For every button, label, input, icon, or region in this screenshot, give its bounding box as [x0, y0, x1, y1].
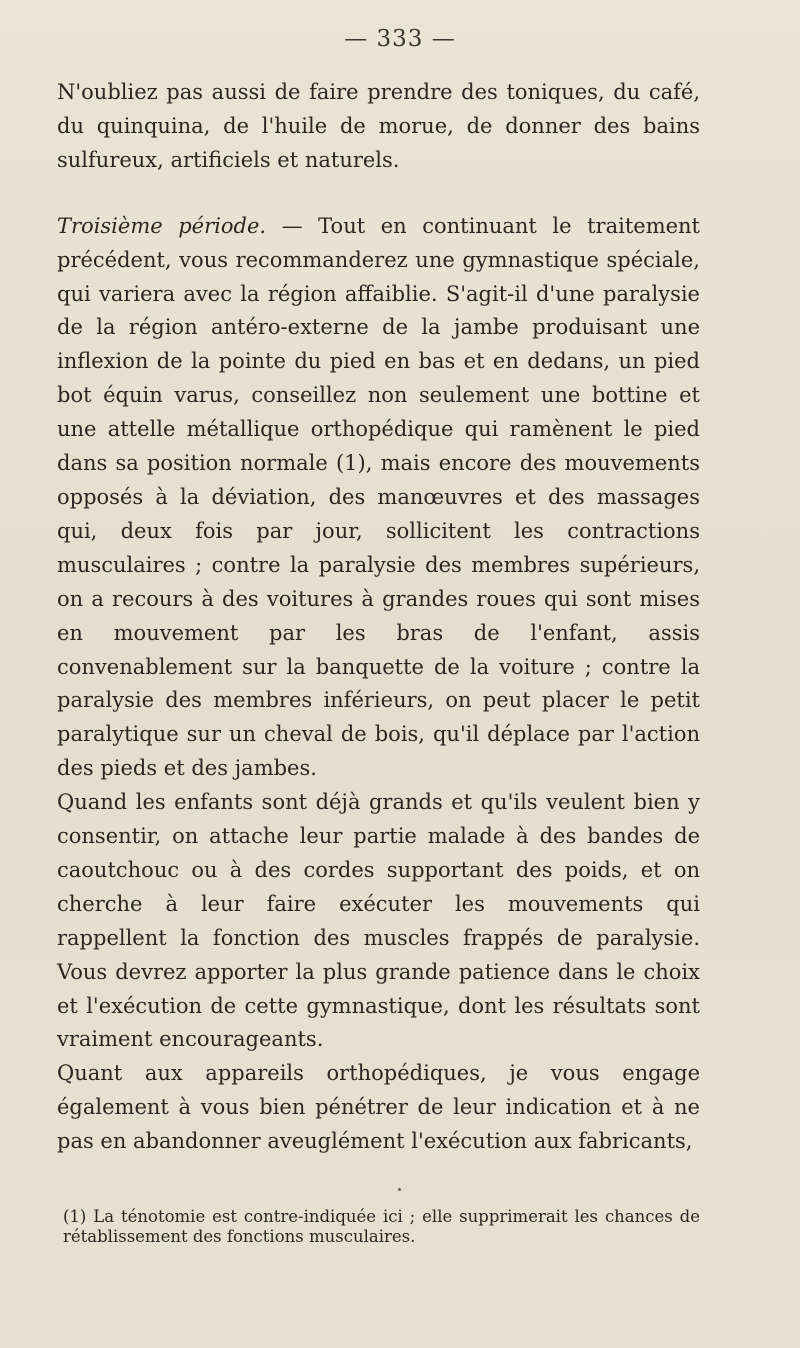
- paragraph-third-period-body: — Tout en continuant le traitement précédent, vous recommanderez une gymnastique spéciale, qui variera avec la région affaiblie. S'agit-il d'une paralysie de la région antéro-externe de la jambe produisant une inflexion de la pointe du pied en bas et en dedans, un pied bot équin varus, conseillez non seulement une bottine et une attelle métallique orthopédique qui ramènent le pied dans sa position normale (1), mais encore des mouvements opposés à la déviation, des manœuvres et des massages qui, deux fois par jour, sollicitent les contractions musculaires ; contre la paralysie des membres supérieurs, on a recours à des voitures à grandes roues qui sont mises en mouvement par les bras de l'enfant, assis convenablement sur la banquette de la voiture ; contre la paralysie des membres inférieurs, on peut placer le petit paralytique sur un cheval de bois, qu'il déplace par l'action des pieds et des jambes.: [57, 213, 700, 781]
- paragraph-third-period: [57, 210, 700, 786]
- paragraph-older-children: Quand les enfants sont déjà grands et qu'ils veulent bien y consentir, on attache leur partie malade à des bandes de caoutchouc ou à des cordes supportant des poids, et on cherche à leur faire exécuter les mouvements qui rappellent la fonction des muscles frappés de paralysie. Vous devrez apporter la plus grande patience dans le choix et l'exécution de cette gymnastique, dont les résultats sont vraiment encourageants.: [57, 790, 700, 1052]
- footnote-spacer: [57, 1159, 700, 1207]
- page-number: — 333 —: [344, 26, 456, 52]
- section-title-third-period: Troisième période.: [57, 213, 267, 238]
- paper-speck: [398, 1188, 401, 1191]
- paragraph-orthopedic-devices: Quant aux appareils orthopédiques, je vous engage également à vous bien pénétrer de leur indication et à ne pas en abandonner aveuglément l'exécution aux fabricants,: [57, 1061, 700, 1154]
- paragraph-tonics: N'oubliez pas aussi de faire prendre des toniques, du café, du quinquina, de l'huile de morue, de donner des bains sulfureux, artificiels et naturels.: [57, 80, 700, 172]
- footnote: (1) La ténotomie est contre-indiquée ici ; elle supprimerait les chances de rétablissement des fonctions musculaires.: [63, 1207, 700, 1247]
